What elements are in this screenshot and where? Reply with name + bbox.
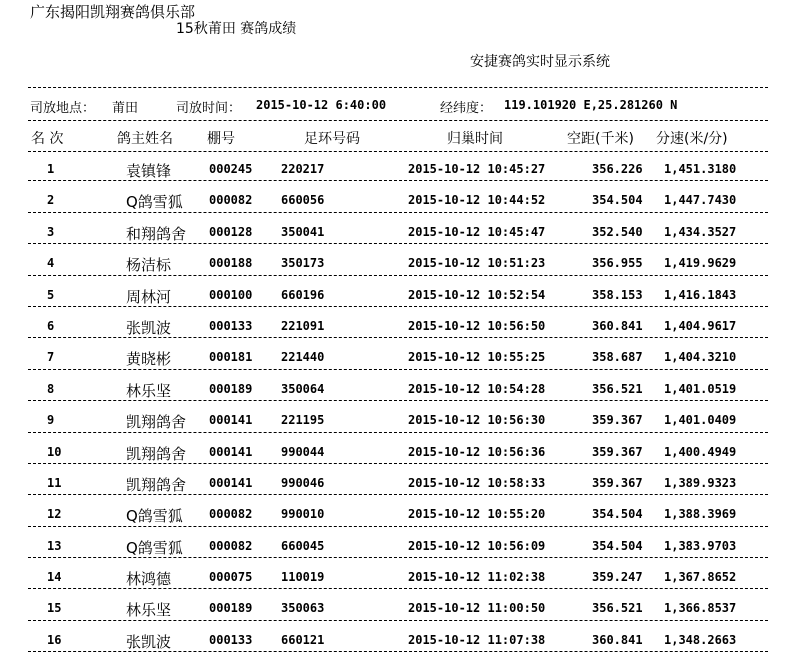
cell-rank: 14 xyxy=(47,570,62,585)
cell-speed: 1,404.9617 xyxy=(664,318,737,333)
cell-arrival: 2015-10-12 10:51:23 xyxy=(408,256,546,271)
table-row xyxy=(0,433,789,464)
cell-speed: 1,348.2663 xyxy=(664,632,737,647)
cell-owner: 张凯波 xyxy=(126,318,172,337)
col-rank: 名 次 xyxy=(31,131,64,147)
table-row xyxy=(0,150,789,181)
cell-speed: 1,401.0409 xyxy=(664,413,737,428)
cell-distance: 359.367 xyxy=(592,444,643,459)
cell-distance: 359.247 xyxy=(592,570,643,585)
col-loft: 棚号 xyxy=(207,131,235,147)
cell-ring: 221091 xyxy=(281,318,325,333)
cell-arrival: 2015-10-12 11:02:38 xyxy=(408,570,546,585)
divider-top xyxy=(28,87,768,88)
cell-arrival: 2015-10-12 10:55:25 xyxy=(408,350,546,365)
cell-ring: 221195 xyxy=(281,413,325,428)
cell-ring: 660056 xyxy=(281,193,325,208)
cell-distance: 359.367 xyxy=(592,475,643,490)
table-row xyxy=(0,370,789,401)
cell-distance: 358.153 xyxy=(592,287,643,302)
cell-arrival: 2015-10-12 10:45:47 xyxy=(408,224,546,239)
cell-speed: 1,400.4949 xyxy=(664,444,737,459)
cell-ring: 660121 xyxy=(281,632,325,647)
cell-rank: 16 xyxy=(47,632,62,647)
cell-rank: 2 xyxy=(47,193,55,208)
cell-ring: 221440 xyxy=(281,350,325,365)
cell-rank: 12 xyxy=(47,507,62,522)
cell-arrival: 2015-10-12 10:58:33 xyxy=(408,475,546,490)
cell-ring: 660196 xyxy=(281,287,325,302)
results-table xyxy=(0,150,789,652)
cell-owner: 凯翔鸽舍 xyxy=(126,475,187,494)
cell-owner: 张凯波 xyxy=(126,632,172,651)
table-row xyxy=(0,338,789,369)
table-row xyxy=(0,276,789,307)
cell-rank: 13 xyxy=(47,538,62,553)
cell-distance: 360.841 xyxy=(592,632,643,647)
cell-distance: 354.504 xyxy=(592,507,643,522)
cell-owner: 黄晓彬 xyxy=(126,350,172,369)
cell-arrival: 2015-10-12 10:54:28 xyxy=(408,381,546,396)
cell-owner: 林乐坚 xyxy=(126,381,172,400)
cell-loft: 000133 xyxy=(209,318,253,333)
cell-distance: 359.367 xyxy=(592,413,643,428)
cell-speed: 1,383.9703 xyxy=(664,538,737,553)
cell-speed: 1,447.7430 xyxy=(664,193,737,208)
cell-ring: 350064 xyxy=(281,381,325,396)
cell-rank: 9 xyxy=(47,413,55,428)
cell-owner: 凯翔鸽舍 xyxy=(126,413,187,432)
cell-arrival: 2015-10-12 10:52:54 xyxy=(408,287,546,302)
cell-arrival: 2015-10-12 10:56:30 xyxy=(408,413,546,428)
cell-owner: Q鸽雪狐 xyxy=(126,538,183,557)
cell-rank: 8 xyxy=(47,381,55,396)
cell-loft: 000141 xyxy=(209,413,253,428)
cell-distance: 356.955 xyxy=(592,256,643,271)
cell-rank: 5 xyxy=(47,287,55,302)
cell-ring: 990046 xyxy=(281,475,325,490)
cell-ring: 660045 xyxy=(281,538,325,553)
cell-arrival: 2015-10-12 10:56:09 xyxy=(408,538,546,553)
cell-distance: 354.504 xyxy=(592,193,643,208)
cell-rank: 6 xyxy=(47,318,55,333)
cell-rank: 4 xyxy=(47,256,55,271)
cell-speed: 1,419.9629 xyxy=(664,256,737,271)
row-divider xyxy=(28,651,768,652)
cell-loft: 000082 xyxy=(209,507,253,522)
cell-rank: 11 xyxy=(47,475,62,490)
table-row xyxy=(0,495,789,526)
release-place: 莆田 xyxy=(112,101,139,116)
table-row xyxy=(0,307,789,338)
release-coords-label: 经纬度： xyxy=(440,101,493,116)
cell-loft: 000188 xyxy=(209,256,253,271)
col-speed: 分速(米/分) xyxy=(656,131,728,147)
table-row xyxy=(0,213,789,244)
cell-arrival: 2015-10-12 10:56:36 xyxy=(408,444,546,459)
cell-loft: 000128 xyxy=(209,224,253,239)
cell-owner: 林鸿德 xyxy=(126,570,172,589)
cell-ring: 990044 xyxy=(281,444,325,459)
race-title: 15秋莆田 赛鸽成绩 xyxy=(176,21,297,37)
cell-distance: 356.521 xyxy=(592,381,643,396)
club-title: 广东揭阳凯翔赛鸽俱乐部 xyxy=(30,3,196,21)
cell-distance: 356.521 xyxy=(592,601,643,616)
col-arrival: 归巢时间 xyxy=(447,131,503,147)
cell-speed: 1,389.9323 xyxy=(664,475,737,490)
col-owner: 鸽主姓名 xyxy=(117,131,173,147)
cell-speed: 1,388.3969 xyxy=(664,507,737,522)
cell-distance: 358.687 xyxy=(592,350,643,365)
table-row xyxy=(0,181,789,212)
cell-arrival: 2015-10-12 11:00:50 xyxy=(408,601,546,616)
cell-arrival: 2015-10-12 10:45:27 xyxy=(408,162,546,176)
cell-speed: 1,401.0519 xyxy=(664,381,737,396)
cell-owner: 杨洁标 xyxy=(126,256,172,275)
cell-owner: Q鸽雪狐 xyxy=(126,507,183,526)
cell-ring: 350063 xyxy=(281,601,325,616)
table-row xyxy=(0,527,789,558)
cell-speed: 1,451.3180 xyxy=(664,162,737,176)
cell-rank: 7 xyxy=(47,350,55,365)
release-coords: 119.101920 E,25.281260 N xyxy=(504,98,678,112)
cell-distance: 354.504 xyxy=(592,538,643,553)
cell-loft: 000181 xyxy=(209,350,253,365)
cell-ring: 350041 xyxy=(281,224,325,239)
cell-speed: 1,404.3210 xyxy=(664,350,737,365)
cell-arrival: 2015-10-12 10:44:52 xyxy=(408,193,546,208)
cell-ring: 350173 xyxy=(281,256,325,271)
cell-speed: 1,367.8652 xyxy=(664,570,737,585)
cell-ring: 220217 xyxy=(281,162,325,176)
cell-loft: 000100 xyxy=(209,287,253,302)
cell-rank: 3 xyxy=(47,224,55,239)
table-row xyxy=(0,244,789,275)
table-row xyxy=(0,589,789,620)
table-row xyxy=(0,558,789,589)
table-row xyxy=(0,464,789,495)
cell-arrival: 2015-10-12 10:56:50 xyxy=(408,318,546,333)
cell-rank: 10 xyxy=(47,444,62,459)
release-time: 2015-10-12 6:40:00 xyxy=(256,98,387,112)
cell-distance: 352.540 xyxy=(592,224,643,239)
cell-loft: 000075 xyxy=(209,570,253,585)
cell-speed: 1,434.3527 xyxy=(664,224,737,239)
cell-ring: 110019 xyxy=(281,570,325,585)
cell-rank: 15 xyxy=(47,601,62,616)
cell-owner: Q鸽雪狐 xyxy=(126,193,183,212)
cell-loft: 000141 xyxy=(209,475,253,490)
cell-owner: 林乐坚 xyxy=(126,601,172,620)
cell-loft: 000082 xyxy=(209,193,253,208)
cell-owner: 袁镇锋 xyxy=(126,162,172,180)
release-time-label: 司放时间： xyxy=(176,101,242,116)
cell-loft: 000189 xyxy=(209,381,253,396)
cell-loft: 000245 xyxy=(209,162,253,176)
cell-distance: 360.841 xyxy=(592,318,643,333)
cell-distance: 356.226 xyxy=(592,162,643,176)
cell-loft: 000189 xyxy=(209,601,253,616)
cell-owner: 和翔鸽舍 xyxy=(126,224,187,243)
cell-speed: 1,366.8537 xyxy=(664,601,737,616)
cell-loft: 000141 xyxy=(209,444,253,459)
table-row xyxy=(0,621,789,652)
cell-loft: 000133 xyxy=(209,632,253,647)
cell-ring: 990010 xyxy=(281,507,325,522)
cell-speed: 1,416.1843 xyxy=(664,287,737,302)
table-row xyxy=(0,401,789,432)
release-place-label: 司放地点： xyxy=(30,101,96,116)
cell-loft: 000082 xyxy=(209,538,253,553)
cell-arrival: 2015-10-12 10:55:20 xyxy=(408,507,546,522)
col-ring: 足环号码 xyxy=(304,131,360,147)
divider-info xyxy=(28,120,768,121)
col-distance: 空距(千米) xyxy=(567,131,634,147)
cell-arrival: 2015-10-12 11:07:38 xyxy=(408,632,546,647)
cell-owner: 凯翔鸽舍 xyxy=(126,444,187,463)
system-name: 安捷赛鸽实时显示系统 xyxy=(470,54,610,70)
table-header xyxy=(0,128,789,148)
cell-owner: 周林河 xyxy=(126,287,172,306)
cell-rank: 1 xyxy=(47,162,55,176)
